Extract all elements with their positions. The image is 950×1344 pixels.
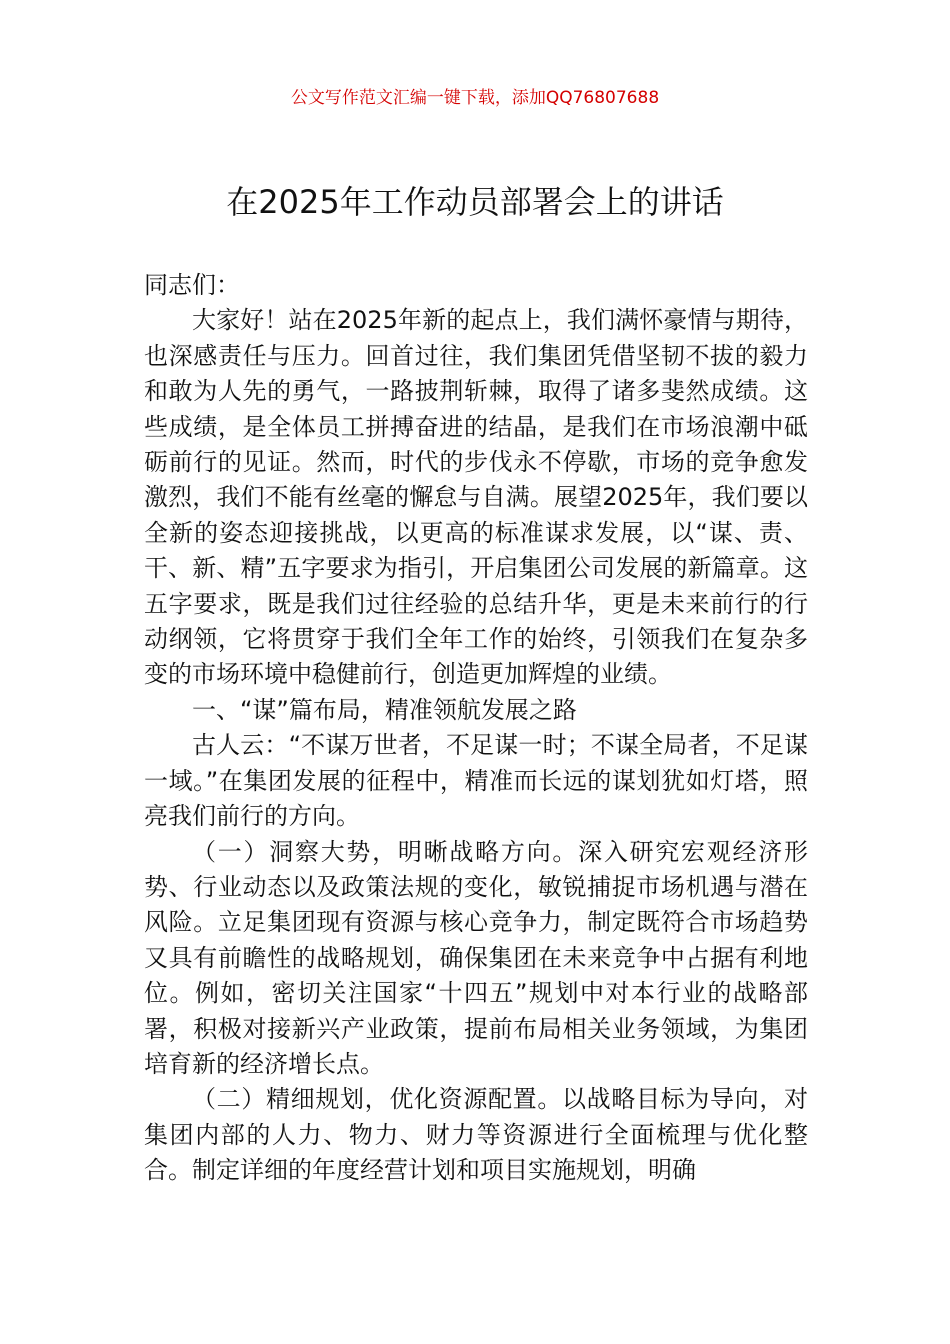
salutation: 同志们：	[144, 271, 240, 299]
paragraph-subsection-1: （一）洞察大势，明晰战略方向。深入研究宏观经济形势、行业动态以及政策法规的变化，敏锐捕捉市场机遇与潜在风险。立足集团现有资源与核心竞争力，制定既符合市场趋势又具有前瞻性的战略规划，确保集团在未来竞争中占据有利地位。例如，密切关注国家“十四五”规划中对本行业的战略部署，积极对接新兴产业政策，提前布局相关业务领域，为集团培育新的经济增长点。	[144, 837, 808, 1078]
download-promo-note: 公文写作范文汇编一键下载，添加QQ76807688	[290, 88, 660, 108]
section-heading-1: 一、“谋”篇布局，精准领航发展之路	[192, 695, 577, 724]
paragraph-subsection-2: （二）精细规划，优化资源配置。以战略目标为导向，对集团内部的人力、物力、财力等资源进行全面梳理与优化整合。制定详细的年度经营计划和项目实施规划，明确	[144, 1085, 808, 1185]
paragraph-quote: 古人云：“不谋万世者，不足谋一时；不谋全局者，不足谋一域。”在集团发展的征程中，精准而长远的谋划犹如灯塔，照亮我们前行的方向。	[144, 731, 808, 831]
page-title: 在2025年工作动员部署会上的讲话	[226, 183, 724, 221]
speech-body	[144, 268, 808, 1189]
paragraph-opening: 大家好！站在2025年新的起点上，我们满怀豪情与期待，也深感责任与压力。回首过往，我们集团凭借坚韧不拔的毅力和敢为人先的勇气，一路披荆斩棘，取得了诸多斐然成绩。这些成绩，是全体员工拼搏奋进的结晶，是我们在市场浪潮中砥砺前行的见证。然而，时代的步伐永不停歇，市场的竞争愈发激烈，我们不能有丝毫的懈怠与自满。展望2025年，我们要以全新的姿态迎接挑战，以更高的标准谋求发展，以“谋、责、干、新、精”五字要求为指引，开启集团公司发展的新篇章。这五字要求，既是我们过往经验的总结升华，更是未来前行的行动纲领，它将贯穿于我们全年工作的始终，引领我们在复杂多变的市场环境中稳健前行，创造更加辉煌的业绩。	[144, 306, 808, 689]
